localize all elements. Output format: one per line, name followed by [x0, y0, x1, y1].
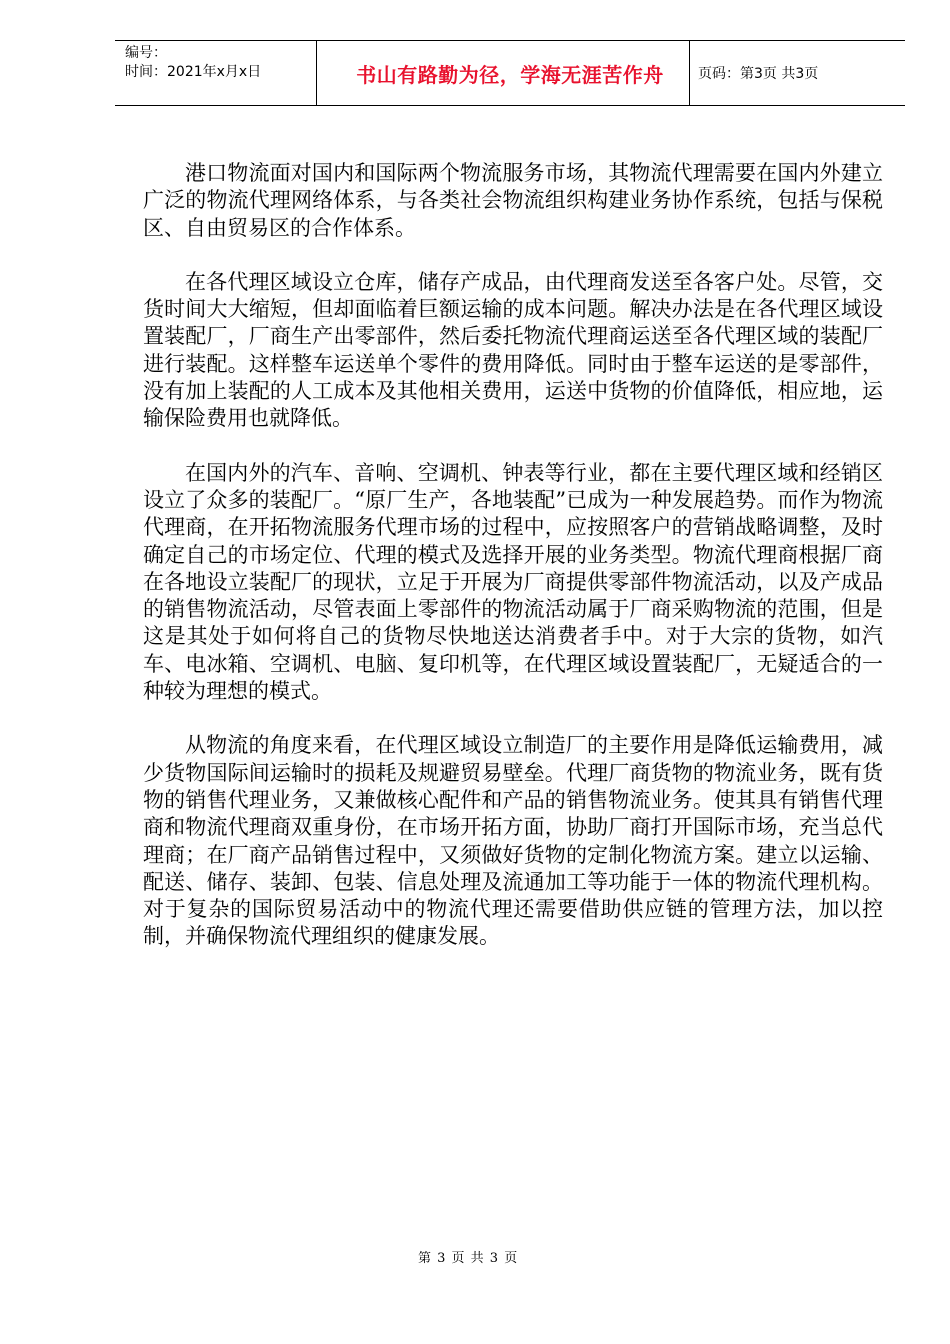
document-number-label: 编号：	[125, 45, 167, 61]
paragraph-3: 在国内外的汽车、音响、空调机、钟表等行业，都在主要代理区域和经销区设立了众多的装配厂。“原厂生产，各地装配”已成为一种发展趋势。而作为物流代理商，在开拓物流服务代理市场的过程中，应按照客户的营销战略调整，及时确定自己的市场定位、代理的模式及选择开展的业务类型。物流代理商根据厂商在各地设立装配厂的现状，立足于开展为厂商提供零部件物流活动，以及产成品的销售物流活动，尽管表面上零部件的物流活动属于厂商采购物流的范围，但是这是其处于如何将自己的货物尽快地送达消费者手中。对于大宗的货物，如汽车、电冰箱、空调机、电脑、复印机等，在代理区域设置装配厂，无疑适合的一种较为理想的模式。	[143, 460, 883, 704]
header-meta	[115, 41, 316, 105]
header-motto: 书山有路勤为径，学海无涯苦作舟	[316, 41, 690, 105]
paragraph-2: 在各代理区域设立仓库，储存产成品，由代理商发送至各客户处。尽管，交货时间大大缩短，但却面临着巨额运输的成本问题。解决办法是在各代理区域设置装配厂，厂商生产出零部件，然后委托物流代理商运送至各代理区域的装配厂进行装配。这样整车运送单个零件的费用降低。同时由于整车运送的是零部件，没有加上装配的人工成本及其他相关费用，运送中货物的价值降低，相应地，运输保险费用也就降低。	[143, 269, 883, 431]
page-footer: 第 3 页 共 3 页	[418, 1251, 519, 1266]
paragraph-1: 港口物流面对国内和国际两个物流服务市场，其物流代理需要在国内外建立广泛的物流代理网络体系，与各类社会物流组织构建业务协作系统，包括与保税区、自由贸易区的合作体系。	[143, 161, 883, 240]
document-header	[115, 40, 905, 106]
paragraph-4: 从物流的角度来看，在代理区域设立制造厂的主要作用是降低运输费用，减少货物国际间运输时的损耗及规避贸易壁垒。代理厂商货物的物流业务，既有货物的销售代理业务，又兼做核心配件和产品的销售物流业务。使其具有销售代理商和物流代理商双重身份，在市场开拓方面，协助厂商打开国际市场，充当总代理商；在厂商产品销售过程中，又须做好货物的定制化物流方案。建立以运输、配送、储存、装卸、包装、信息处理及流通加工等功能于一体的物流代理机构。对于复杂的国际贸易活动中的物流代理还需要借助供应链的管理方法，加以控制，并确保物流代理组织的健康发展。	[143, 733, 883, 949]
document-date: 时间：2021年x月x日	[125, 64, 262, 80]
header-page-info: 页码：第3页 共3页	[698, 66, 819, 82]
document-body	[143, 160, 883, 978]
